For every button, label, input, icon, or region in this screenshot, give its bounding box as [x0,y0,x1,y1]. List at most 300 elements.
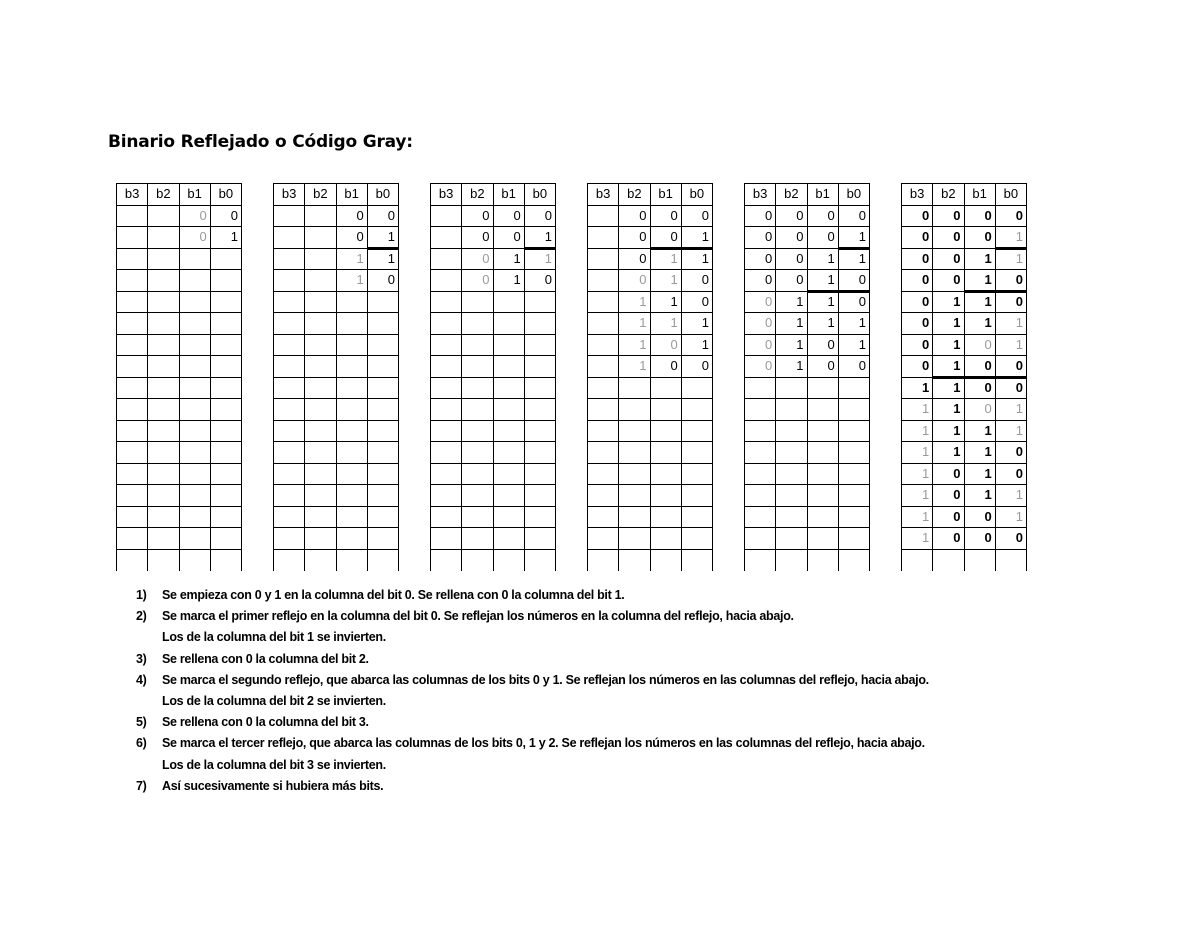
table-cell [838,506,869,528]
table-cell [179,442,210,464]
table-cell: 0 [933,270,964,292]
column-header: b3 [588,184,619,206]
table-row [588,463,713,485]
table-cell: 0 [902,205,933,227]
table-cell [964,549,995,571]
table-cell [933,549,964,571]
table-cell [274,377,305,399]
table-cell [838,420,869,442]
table-cell [305,549,336,571]
table-cell: 1 [681,227,712,249]
table-cell: 0 [745,227,776,249]
table-cell: 0 [995,205,1026,227]
table-cell [838,549,869,571]
step-text: Los de la columna del bit 3 se invierten. [162,757,386,772]
table-row [588,549,713,571]
table-cell [179,334,210,356]
table-cell: 1 [493,248,524,270]
table-row [431,528,556,550]
column-header: b2 [305,184,336,206]
column-header: b2 [933,184,964,206]
table-cell [305,420,336,442]
table-cell [995,549,1026,571]
table-cell: 0 [902,356,933,378]
table-cell: 1 [964,442,995,464]
table-cell: 1 [650,270,681,292]
table-cell [524,399,555,421]
table-cell [681,442,712,464]
table-cell: 1 [933,313,964,335]
table-cell: 1 [776,356,807,378]
table-cell: 0 [681,270,712,292]
table-cell [588,377,619,399]
gray-table-4 [587,183,713,571]
list-item [136,585,929,606]
table-row [274,528,399,550]
table-cell [838,485,869,507]
table-row [745,270,870,292]
column-header: b1 [179,184,210,206]
table-cell: 0 [933,528,964,550]
table-cell [179,549,210,571]
table-cell [431,485,462,507]
table-row [117,356,242,378]
table-cell: 1 [902,463,933,485]
table-cell: 0 [807,227,838,249]
table-cell: 0 [995,377,1026,399]
table-row [117,528,242,550]
table-cell [274,291,305,313]
table-cell [524,334,555,356]
table-cell [210,248,241,270]
column-header: b1 [336,184,367,206]
table-cell [838,377,869,399]
table-cell [210,463,241,485]
table-cell [148,248,179,270]
table-row [274,506,399,528]
table-cell [305,399,336,421]
table-cell: 0 [619,205,650,227]
table-cell: 0 [902,291,933,313]
table-cell: 1 [650,313,681,335]
table-cell: 1 [902,420,933,442]
table-cell [650,377,681,399]
table-cell [776,463,807,485]
table-cell: 0 [776,205,807,227]
table-cell [179,528,210,550]
table-cell [524,420,555,442]
table-cell [745,549,776,571]
table-row [274,291,399,313]
table-cell [367,399,398,421]
table-cell [462,420,493,442]
table-cell: 1 [681,334,712,356]
table-cell: 1 [776,291,807,313]
table-cell [807,377,838,399]
page-title: Binario Reflejado o Código Gray: [108,132,413,152]
table-cell [524,291,555,313]
table-row [431,291,556,313]
table-row [902,463,1027,485]
table-row [745,549,870,571]
table-cell: 1 [902,506,933,528]
step-text: Se marca el primer reflejo en la columna del bit 0. Se reflejan los números en la columna del reflejo, hacia abajo. [162,609,794,624]
table-cell [274,227,305,249]
table-cell: 0 [367,270,398,292]
table-cell: 1 [838,248,869,270]
table-cell: 0 [619,227,650,249]
table-row [902,549,1027,571]
table-cell [588,399,619,421]
table-cell: 0 [964,528,995,550]
list-item [136,776,929,797]
table-cell [148,485,179,507]
table-cell: 0 [776,227,807,249]
table-cell [776,399,807,421]
column-header: b3 [431,184,462,206]
table-cell: 1 [964,420,995,442]
table-cell: 0 [995,270,1026,292]
table-cell [807,485,838,507]
table-row [431,549,556,571]
table-cell [336,506,367,528]
table-row [117,248,242,270]
table-cell [117,463,148,485]
table-cell [210,420,241,442]
table-cell [681,420,712,442]
step-text: Se marca el tercer reflejo, que abarca las columnas de los bits 0, 1 y 2. Se reflejan los números en las columnas del reflejo, hacia abajo. [162,736,925,751]
table-row [588,248,713,270]
table-cell: 0 [524,270,555,292]
gray-table-5 [744,183,870,571]
table-cell [650,399,681,421]
table-cell [274,463,305,485]
column-header: b1 [807,184,838,206]
gray-table-2 [273,183,399,571]
table-row [274,485,399,507]
table-cell: 1 [807,248,838,270]
table-cell [336,291,367,313]
table-cell: 0 [462,227,493,249]
table-cell [588,205,619,227]
step-number: 6) [136,736,147,751]
table-cell [274,528,305,550]
table-row [588,399,713,421]
table-cell [431,399,462,421]
table-cell: 1 [933,442,964,464]
table-cell: 1 [493,270,524,292]
table-cell [305,313,336,335]
table-row [745,356,870,378]
table-cell [274,506,305,528]
table-cell [274,549,305,571]
table-row [902,506,1027,528]
table-cell [210,442,241,464]
table-cell [305,248,336,270]
table-cell [681,506,712,528]
table-cell [148,528,179,550]
table-cell [588,442,619,464]
table-cell: 1 [838,227,869,249]
column-header: b0 [210,184,241,206]
table-cell: 1 [807,291,838,313]
table-cell [274,485,305,507]
table-cell: 1 [367,227,398,249]
table-row [431,227,556,249]
table-cell: 1 [995,420,1026,442]
table-cell [776,549,807,571]
table-cell [117,377,148,399]
table-row [117,485,242,507]
table-row [431,442,556,464]
table-cell [524,506,555,528]
table-cell: 1 [995,227,1026,249]
list-item [136,670,929,712]
table-cell: 0 [745,205,776,227]
table-cell [336,528,367,550]
step-number: 5) [136,715,147,730]
table-cell [148,420,179,442]
table-cell: 0 [995,463,1026,485]
column-header: b3 [745,184,776,206]
table-cell: 1 [933,291,964,313]
table-cell [462,528,493,550]
column-header: b0 [524,184,555,206]
table-row [274,420,399,442]
table-cell [367,291,398,313]
step-number: 4) [136,672,147,687]
table-cell: 1 [995,248,1026,270]
table-row [431,356,556,378]
table-cell [807,442,838,464]
table-cell [117,549,148,571]
table-cell [210,399,241,421]
table-cell [367,485,398,507]
table-cell: 1 [524,227,555,249]
table-cell [305,528,336,550]
table-cell [274,313,305,335]
table-cell: 0 [745,356,776,378]
table-cell [588,420,619,442]
table-cell [336,334,367,356]
table-cell [274,248,305,270]
table-cell: 1 [933,420,964,442]
table-cell [367,463,398,485]
table-cell [431,248,462,270]
table-cell [179,291,210,313]
table-cell [179,485,210,507]
table-cell [462,506,493,528]
table-cell [524,463,555,485]
table-row [274,270,399,292]
table-cell [462,399,493,421]
table-row [902,270,1027,292]
table-cell: 0 [524,205,555,227]
table-cell [431,205,462,227]
table-row [431,334,556,356]
table-row [588,270,713,292]
table-cell [902,549,933,571]
table-cell [305,227,336,249]
table-cell [745,528,776,550]
table-cell: 0 [619,248,650,270]
table-cell: 0 [336,205,367,227]
step-number: 3) [136,651,147,666]
table-cell [745,377,776,399]
step-text: Así sucesivamente si hubiera más bits. [162,778,384,793]
table-cell [619,399,650,421]
table-cell [431,420,462,442]
table-cell: 0 [838,356,869,378]
table-cell [493,377,524,399]
table-cell [431,291,462,313]
table-cell [588,485,619,507]
table-row [902,528,1027,550]
table-cell [148,334,179,356]
table-row [588,205,713,227]
table-cell [367,506,398,528]
column-header: b0 [681,184,712,206]
table-cell: 0 [462,205,493,227]
table-cell [179,248,210,270]
table-cell [650,485,681,507]
table-cell [431,356,462,378]
table-row [902,313,1027,335]
table-cell [650,442,681,464]
table-cell [210,270,241,292]
table-cell [367,528,398,550]
table-cell: 0 [336,227,367,249]
column-header: b0 [995,184,1026,206]
table-cell: 0 [964,377,995,399]
table-cell [148,506,179,528]
table-cell: 1 [902,377,933,399]
table-cell [524,485,555,507]
table-cell: 0 [933,485,964,507]
table-cell: 0 [681,205,712,227]
table-cell: 1 [367,248,398,270]
table-row [745,377,870,399]
table-row [902,248,1027,270]
table-cell: 0 [650,205,681,227]
column-header: b1 [650,184,681,206]
table-cell [117,227,148,249]
table-cell [650,506,681,528]
table-cell [336,485,367,507]
table-cell: 1 [619,291,650,313]
table-row [588,334,713,356]
table-cell: 1 [995,399,1026,421]
table-row [117,334,242,356]
table-row [902,356,1027,378]
table-cell: 1 [995,506,1026,528]
table-cell: 0 [650,227,681,249]
table-cell [681,485,712,507]
table-cell: 1 [964,485,995,507]
table-cell: 0 [681,356,712,378]
table-row [588,485,713,507]
table-cell [588,463,619,485]
table-cell [179,463,210,485]
table-cell [367,442,398,464]
table-row [745,399,870,421]
table-row [902,442,1027,464]
gray-table-3 [430,183,556,571]
table-row [117,291,242,313]
table-row [588,528,713,550]
table-cell: 1 [336,270,367,292]
table-cell [619,528,650,550]
table-cell [431,528,462,550]
table-cell: 0 [681,291,712,313]
column-header: b2 [462,184,493,206]
table-cell [588,549,619,571]
table-cell [117,334,148,356]
table-cell [148,205,179,227]
table-cell [336,442,367,464]
table-cell [807,528,838,550]
table-cell: 0 [179,227,210,249]
table-cell [274,356,305,378]
table-cell: 0 [462,270,493,292]
table-cell [588,291,619,313]
table-cell [210,334,241,356]
step-number: 7) [136,778,147,793]
table-cell [431,313,462,335]
table-cell [807,549,838,571]
table-cell: 0 [179,205,210,227]
column-header: b0 [838,184,869,206]
table-row [902,399,1027,421]
table-cell [274,399,305,421]
table-cell: 0 [995,442,1026,464]
table-cell [117,205,148,227]
table-row [745,291,870,313]
column-header: b0 [367,184,398,206]
column-header: b1 [964,184,995,206]
table-cell [148,270,179,292]
table-cell: 0 [902,270,933,292]
table-cell [148,399,179,421]
table-cell [305,442,336,464]
table-cell [588,356,619,378]
table-cell [776,420,807,442]
table-cell [148,442,179,464]
table-cell [745,506,776,528]
table-row [745,506,870,528]
table-row [117,377,242,399]
table-cell [274,442,305,464]
table-row [431,485,556,507]
table-cell: 0 [902,248,933,270]
table-row [117,442,242,464]
table-cell [367,549,398,571]
table-cell [367,356,398,378]
table-cell: 1 [964,463,995,485]
table-cell [588,227,619,249]
table-cell [493,528,524,550]
table-cell [431,270,462,292]
table-cell [117,528,148,550]
table-cell: 0 [902,334,933,356]
table-row [588,377,713,399]
table-cell [462,291,493,313]
table-cell: 1 [902,528,933,550]
table-row [588,420,713,442]
table-cell: 1 [336,248,367,270]
step-text: Se rellena con 0 la columna del bit 2. [162,651,369,666]
table-cell: 0 [493,227,524,249]
